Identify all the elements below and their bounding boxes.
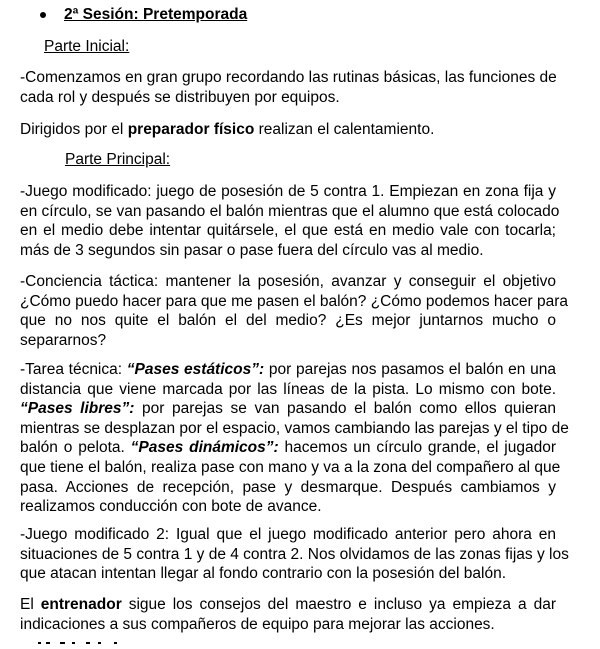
- session-title: 2ª Sesión: Pretemporada: [64, 6, 248, 23]
- text-line: mientras se desplazan por el espacio, vamos cambiando las parejas y el tipo de: [20, 419, 569, 437]
- text-fragment: [72, 642, 75, 644]
- text-line: indicaciones a sus compañeros de equipo para mejorar las acciones.: [20, 615, 495, 633]
- parte-principal-label: Parte Principal:: [65, 151, 171, 168]
- parte-principal-paragraph-3: [20, 360, 569, 517]
- text-line: pasa. Acciones de recepción, pase y desmarque. Después cambiamos y: [20, 478, 556, 496]
- text-line: [20, 360, 556, 380]
- text-line: [20, 595, 556, 615]
- text-span: por parejas se van pasando el balón como ellos quieran: [134, 400, 556, 418]
- text-span: balón o pelota.: [20, 439, 131, 457]
- text-fragment: [86, 642, 90, 644]
- text-fragment: [98, 642, 101, 644]
- text-line: [20, 438, 556, 458]
- text-line: que atacan intentan llegar al fondo contrario con la posesión del balón.: [20, 565, 507, 583]
- session-heading: [40, 4, 247, 26]
- text-span: realizan el calentamiento.: [254, 121, 435, 138]
- text-span: por parejas nos pasamos el balón en una: [264, 361, 556, 378]
- text-line: realizamos conducción con bote de avance.: [20, 498, 322, 516]
- text-span: hacemos un círculo grande, el jugador: [278, 439, 556, 457]
- bullet-icon: [40, 12, 46, 18]
- text-line: distancia que viene marcada por las líneas de la pista. Lo mismo con bote.: [20, 380, 556, 398]
- text-line: separarnos?: [20, 331, 107, 349]
- parte-inicial-paragraph-2: [20, 120, 556, 140]
- text-span: El: [20, 596, 41, 613]
- text-line: cada rol y después se distribuyen por equipos.: [20, 88, 340, 106]
- text-line: en círculo, se van pasando el balón mientras que el alumno que está colocado: [20, 202, 560, 220]
- text-line: que no nos quite el balón el del medio? ¿Es mejor juntarnos mucho o: [20, 312, 556, 330]
- bold-term: preparador físico: [127, 121, 255, 138]
- parte-principal-paragraph-5: [20, 595, 556, 634]
- parte-inicial-paragraph-1: [20, 68, 556, 107]
- text-line: en el medio debe intentar quitársele, el que está en medio vale con tocarla;: [20, 222, 556, 240]
- text-fragment: [114, 642, 117, 644]
- text-span: sigue los consejos del maestro e incluso ya empieza a dar: [121, 596, 557, 613]
- text-fragment: [46, 642, 50, 644]
- text-line: [20, 120, 556, 140]
- text-line: que tiene el balón, realiza pase con mano y va a la zona del compañero al que: [20, 458, 561, 476]
- text-line: -Comenzamos en gran grupo recordando las rutinas básicas, las funciones de: [20, 69, 557, 86]
- text-line: -Conciencia táctica: mantener la posesión, avanzar y conseguir el objetivo: [20, 273, 556, 290]
- parte-principal-paragraph-1: [20, 182, 560, 260]
- term-pases-libres: “Pases libres”:: [20, 400, 135, 418]
- parte-principal-paragraph-2: [20, 272, 568, 350]
- text-span: Dirigidos por el: [20, 121, 128, 138]
- parte-principal-paragraph-4: [20, 525, 569, 584]
- text-fragment: [38, 642, 41, 644]
- parte-inicial-label: Parte Inicial:: [44, 38, 130, 55]
- term-pases-estaticos: “Pases estáticos”:: [126, 361, 265, 378]
- text-line: [20, 399, 556, 419]
- text-line: ¿Cómo puedo hacer para que me pasen el balón? ¿Cómo podemos hacer para: [20, 292, 568, 310]
- bold-term: entrenador: [40, 596, 122, 613]
- text-span: -Tarea técnica:: [20, 361, 127, 378]
- text-line: situaciones de 5 contra 1 y de 4 contra 2. Nos olvidamos de las zonas fijas y los: [20, 545, 569, 563]
- text-line: -Juego modificado 2: Igual que el juego modificado anterior pero ahora en: [20, 526, 556, 543]
- term-pases-dinamicos: “Pases dinámicos”:: [130, 439, 279, 457]
- text-line: -Juego modificado: juego de posesión de 5 contra 1. Empiezan en zona fija y: [20, 183, 556, 200]
- text-line: más de 3 segundos sin pasar o pase fuera del círculo vas al medio.: [20, 241, 484, 259]
- text-fragment: [60, 642, 65, 644]
- cropped-text-line: [20, 640, 220, 649]
